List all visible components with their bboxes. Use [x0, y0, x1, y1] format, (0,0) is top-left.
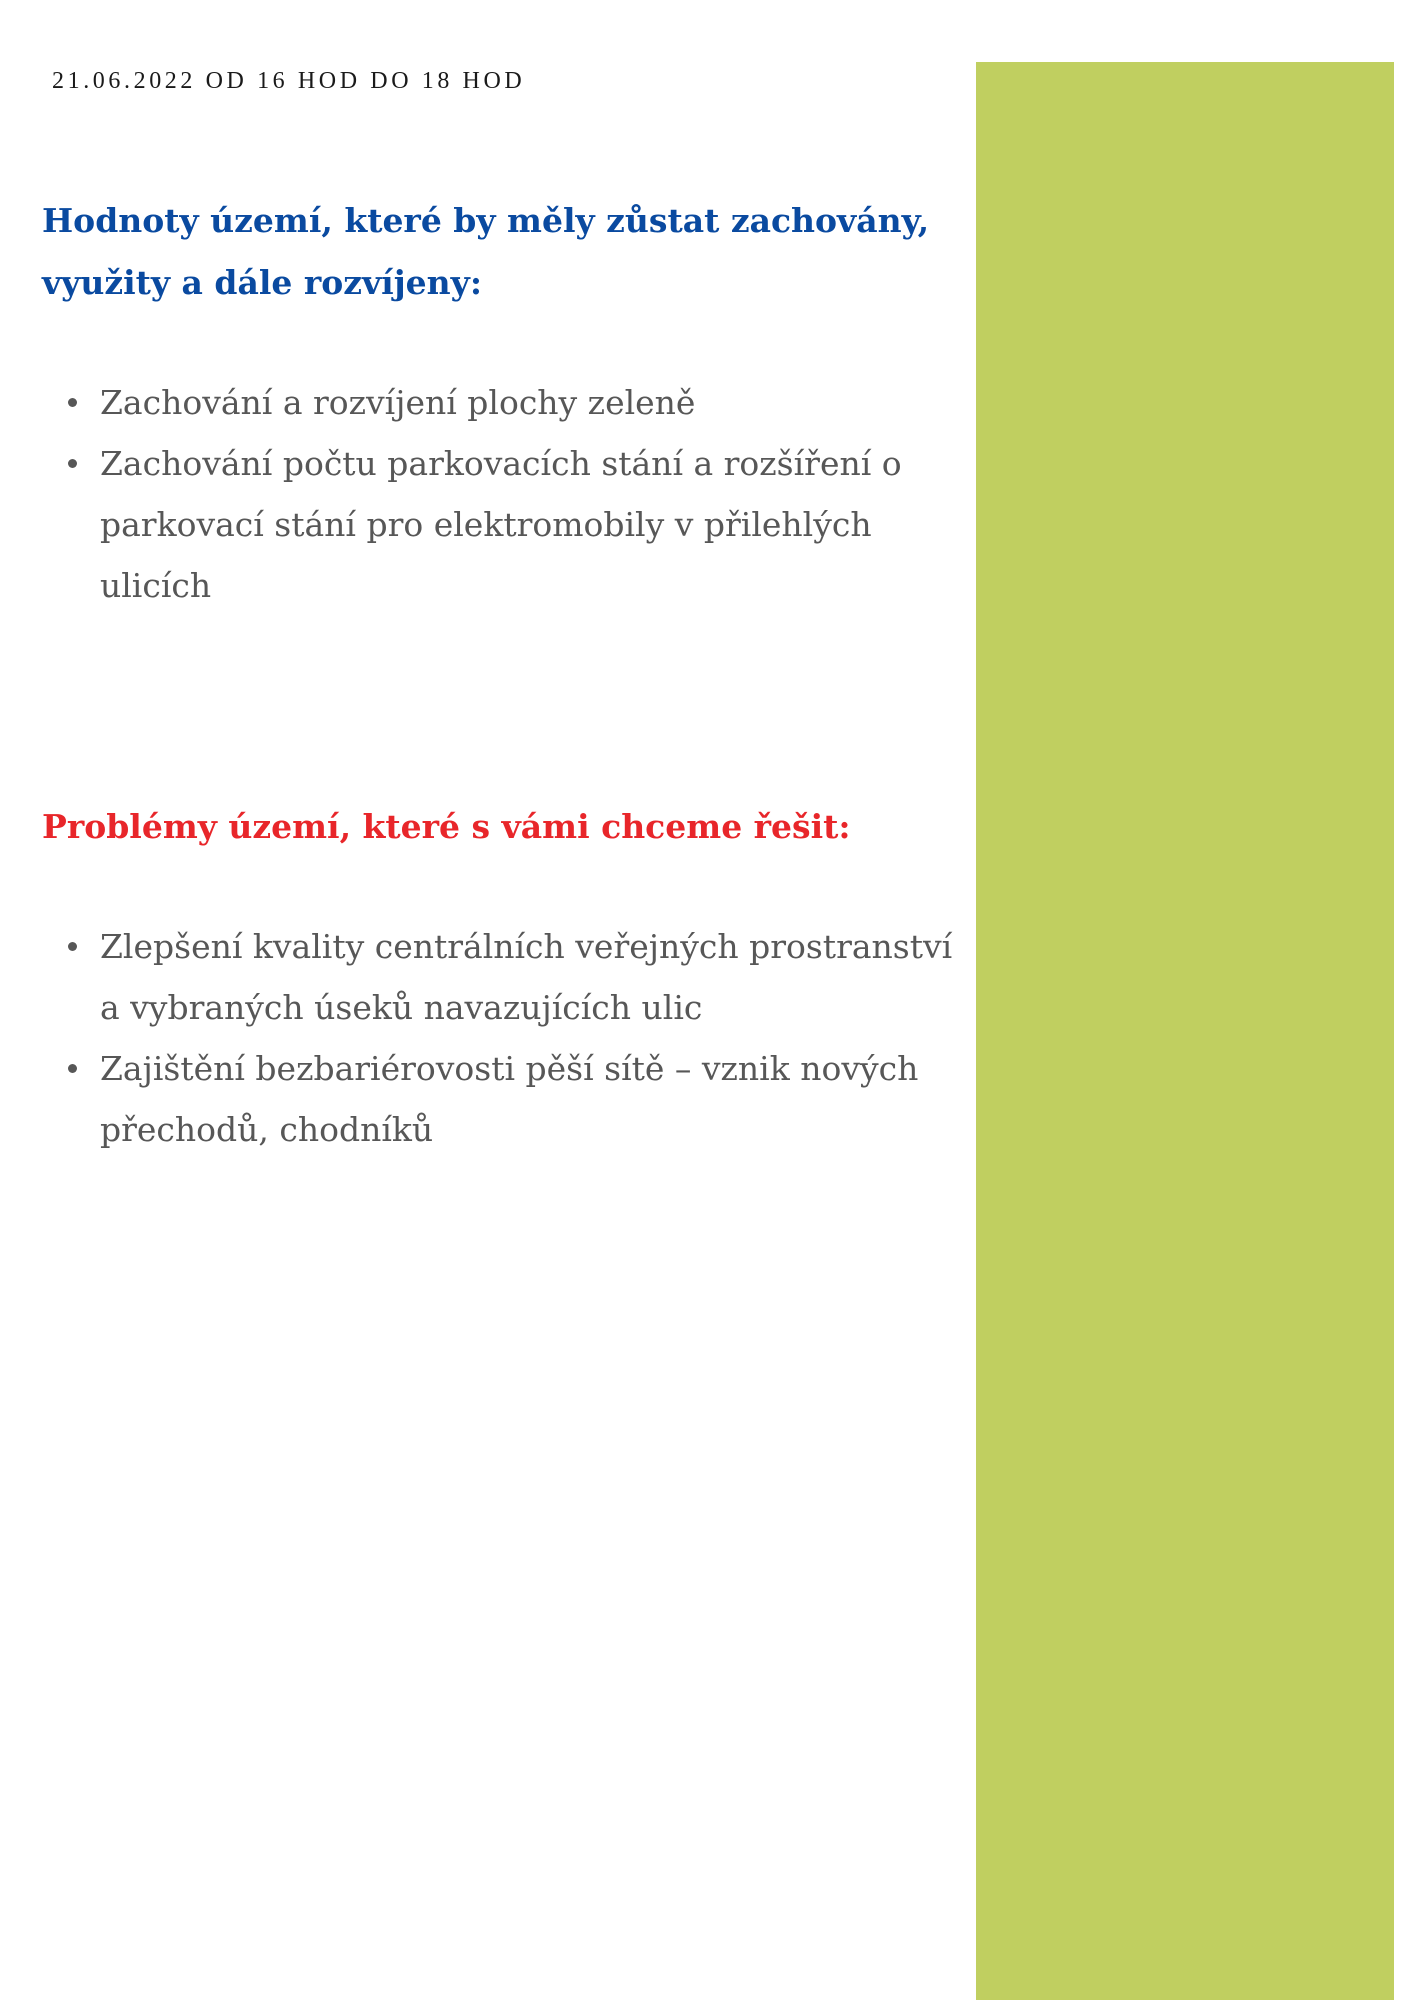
values-heading-line1: Hodnoty území, které by měly zůstat zachovány,	[42, 201, 930, 240]
values-heading	[42, 190, 942, 314]
bullet-icon	[68, 398, 77, 407]
green-side-panel	[976, 62, 1394, 2000]
list-item-text: Zachování počtu parkovacích stání a rozšíření o parkovací stání pro elektromobily v přilehlých ulicích	[100, 444, 902, 605]
values-heading-line2: využity a dále rozvíjeny:	[42, 263, 483, 302]
event-date: 21.06.2022 OD 16 HOD DO 18 HOD	[52, 68, 526, 94]
values-list	[100, 372, 980, 616]
bullet-icon	[68, 459, 77, 468]
list-item-text: Zlepšení kvality centrálních veřejných prostranství a vybraných úseků navazujících ulic	[100, 927, 953, 1027]
list-item-text: Zajištění bezbariérovosti pěší sítě – vznik nových přechodů, chodníků	[100, 1049, 919, 1149]
bullet-icon	[68, 942, 77, 951]
problems-list	[100, 916, 980, 1160]
bullet-icon	[68, 1064, 77, 1073]
list-item-text: Zachování a rozvíjení plochy zeleně	[100, 383, 696, 422]
list-item	[100, 372, 980, 433]
list-item	[100, 433, 980, 616]
list-item	[100, 916, 980, 1038]
list-item	[100, 1038, 980, 1160]
problems-heading: Problémy území, které s vámi chceme řešit:	[42, 807, 851, 846]
